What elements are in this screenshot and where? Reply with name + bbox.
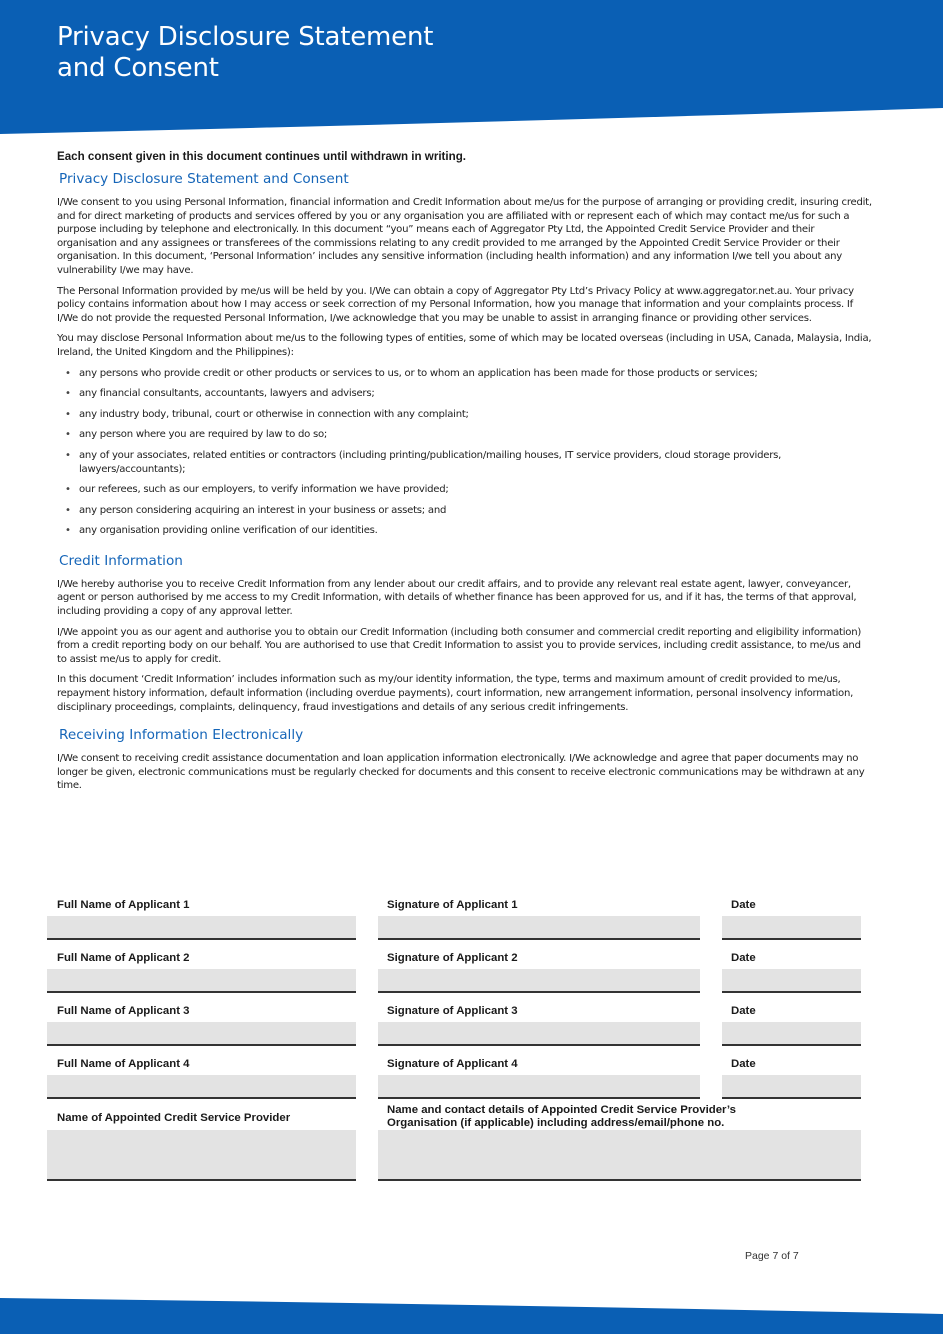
applicant-1-signature-label: Signature of Applicant 1 <box>387 899 518 911</box>
organisation-label-line1: Name and contact details of Appointed Credit Service Provider’s <box>387 1104 736 1116</box>
list-item-text: any financial consultants, accountants, lawyers and advisers; <box>79 388 375 400</box>
list-item <box>57 504 872 518</box>
applicant-1-signature-field[interactable] <box>378 916 700 940</box>
list-item-text: any person where you are required by law to do so; <box>79 429 328 441</box>
applicant-2-date-label: Date <box>731 952 756 964</box>
provider-name-label: Name of Appointed Credit Service Provider <box>57 1112 291 1124</box>
applicant-2-signature-field[interactable] <box>378 969 700 993</box>
applicant-2-name-field[interactable] <box>47 969 356 993</box>
privacy-paragraph-3: You may disclose Personal Information about me/us to the following types of entities, some of which may be located overseas (including in USA, Canada, Malaysia, India, Ireland, the United Kingdom and the Philippines): <box>57 333 872 358</box>
bullet-icon: • <box>65 504 71 516</box>
bullet-icon: • <box>65 429 71 441</box>
credit-paragraph-3: In this document ‘Credit Information’ includes information such as my/our identity information, the type, terms and maximum amount of credit provided to me/us, repayment history information, default information (including overdue payments), court information, new arrangement information, personal insolvency information, disciplinary proceedings, complaints, delinquency, fraud investigations and details of any serious credit infringements. <box>57 674 854 713</box>
applicant-3-name-label: Full Name of Applicant 3 <box>57 1005 190 1017</box>
applicant-3-signature-label: Signature of Applicant 3 <box>387 1005 518 1017</box>
applicant-3-name-field[interactable] <box>47 1022 356 1046</box>
page-title-line1: Privacy Disclosure Statement <box>57 22 434 52</box>
applicant-1-name-field[interactable] <box>47 916 356 940</box>
list-item <box>57 408 872 422</box>
credit-paragraph-2: I/We appoint you as our agent and authorise you to obtain our Credit Information (including both consumer and commercial credit reporting and eligibility information) from a credit reporting body on our behalf. You are authorised to use that Credit Information to assist you to provide services, including credit assistance, to me/us and to assist me/us to apply for credit. <box>57 626 862 665</box>
list-item-text: any organisation providing online verification of our identities. <box>79 525 378 537</box>
applicant-1-name-label: Full Name of Applicant 1 <box>57 899 190 911</box>
list-item <box>57 367 872 381</box>
bullet-icon: • <box>65 449 71 461</box>
bullet-icon: • <box>65 408 71 420</box>
list-item-text: any of your associates, related entities or contractors (including printing/publication/mailing houses, IT service providers, cloud storage providers, lawyers/accountants); <box>79 449 782 475</box>
applicant-4-signature-label: Signature of Applicant 4 <box>387 1058 518 1070</box>
applicant-4-date-field[interactable] <box>722 1075 861 1099</box>
applicant-1-date-label: Date <box>731 899 756 911</box>
credit-paragraph-1: I/We hereby authorise you to receive Credit Information from any lender about our credit affairs, and to provide any relevant real estate agent, lawyer, conveyancer, agent or person authorised by me access to my Credit Information, with details of whether finance has been approved for us, and if it has, the terms of that approval, including providing a copy of any approval letter. <box>57 578 857 618</box>
list-item-text: any persons who provide credit or other products or services to us, or to whom an application has been made for those products or services; <box>79 367 758 379</box>
applicant-2-date-field[interactable] <box>722 969 861 993</box>
privacy-paragraph-1: I/We consent to you using Personal Information, financial information and Credit Information about me/us for the purpose of arranging or providing credit, insuring credit, and for direct marketing of products and services offered by you or any organisation you are affiliated with or represent each of which may contact me/us for such a purpose including by telephone and electronically. In this document “you” means each of Aggregator Pty Ltd, the Appointed Credit Service Provider and their organisation and any assignees or transferees of the commissions relating to any credit provided to me arranged by the Appointed Credit Service Provider or their organisation. In this document, ‘Personal Information’ includes any sensitive information (including health information) and any information I/we tell you about any vulnerability I/we may have. <box>57 197 872 276</box>
provider-name-field[interactable] <box>47 1130 356 1181</box>
disclosure-entity-list <box>57 367 872 538</box>
applicant-2-name-label: Full Name of Applicant 2 <box>57 952 190 964</box>
electronic-paragraph-1: I/We consent to receiving credit assistance documentation and loan application information electronically. I/We acknowledge and agree that paper documents may no longer be given, electronic communications must be regularly checked for documents and this consent to receive electronic communications may be withdrawn at any time. <box>57 753 865 792</box>
document-body <box>57 150 872 800</box>
applicant-2-signature-label: Signature of Applicant 2 <box>387 952 518 964</box>
applicant-4-name-field[interactable] <box>47 1075 356 1099</box>
organisation-details-field[interactable] <box>378 1130 861 1181</box>
privacy-section-title: Privacy Disclosure Statement and Consent <box>59 171 349 187</box>
credit-section-title: Credit Information <box>59 552 183 569</box>
bullet-icon: • <box>65 367 71 379</box>
list-item <box>57 483 872 497</box>
list-item <box>57 387 872 401</box>
applicant-3-date-field[interactable] <box>722 1022 861 1046</box>
applicant-3-signature-field[interactable] <box>378 1022 700 1046</box>
bullet-icon: • <box>65 525 71 537</box>
organisation-label-line2: Organisation (if applicable) including address/email/phone no. <box>387 1117 725 1129</box>
list-item <box>57 524 872 538</box>
page-number: Page 7 of 7 <box>745 1250 799 1262</box>
list-item-text: any industry body, tribunal, court or otherwise in connection with any complaint; <box>79 408 469 420</box>
applicant-4-signature-field[interactable] <box>378 1075 700 1099</box>
applicant-3-date-label: Date <box>731 1005 756 1017</box>
bullet-icon: • <box>65 388 71 400</box>
list-item-text: our referees, such as our employers, to verify information we have provided; <box>79 484 449 496</box>
privacy-paragraph-2: The Personal Information provided by me/us will be held by you. I/We can obtain a copy of Aggregator Pty Ltd’s Privacy Policy at www.aggregator.net.au. Your privacy policy contains information about how I may access or seek correction of my Personal Information, how you manage that information and your complaints process. If I/We do not provide the requested Personal Information, I/we acknowledge that you may be unable to assist in arranging finance or providing other services. <box>57 285 854 324</box>
footer-band <box>0 1270 943 1334</box>
applicant-4-name-label: Full Name of Applicant 4 <box>57 1058 190 1070</box>
list-item <box>57 449 872 476</box>
applicant-4-date-label: Date <box>731 1058 756 1070</box>
organisation-details-label <box>387 1104 736 1130</box>
page-title <box>57 22 433 84</box>
page-title-line2: and Consent <box>57 53 219 83</box>
list-item-text: any person considering acquiring an interest in your business or assets; and <box>79 504 447 516</box>
electronic-section-title: Receiving Information Electronically <box>59 727 304 744</box>
consent-lead-text: Each consent given in this document continues until withdrawn in writing. <box>57 150 467 163</box>
applicant-1-date-field[interactable] <box>722 916 861 940</box>
list-item <box>57 428 872 442</box>
bullet-icon: • <box>65 484 71 496</box>
